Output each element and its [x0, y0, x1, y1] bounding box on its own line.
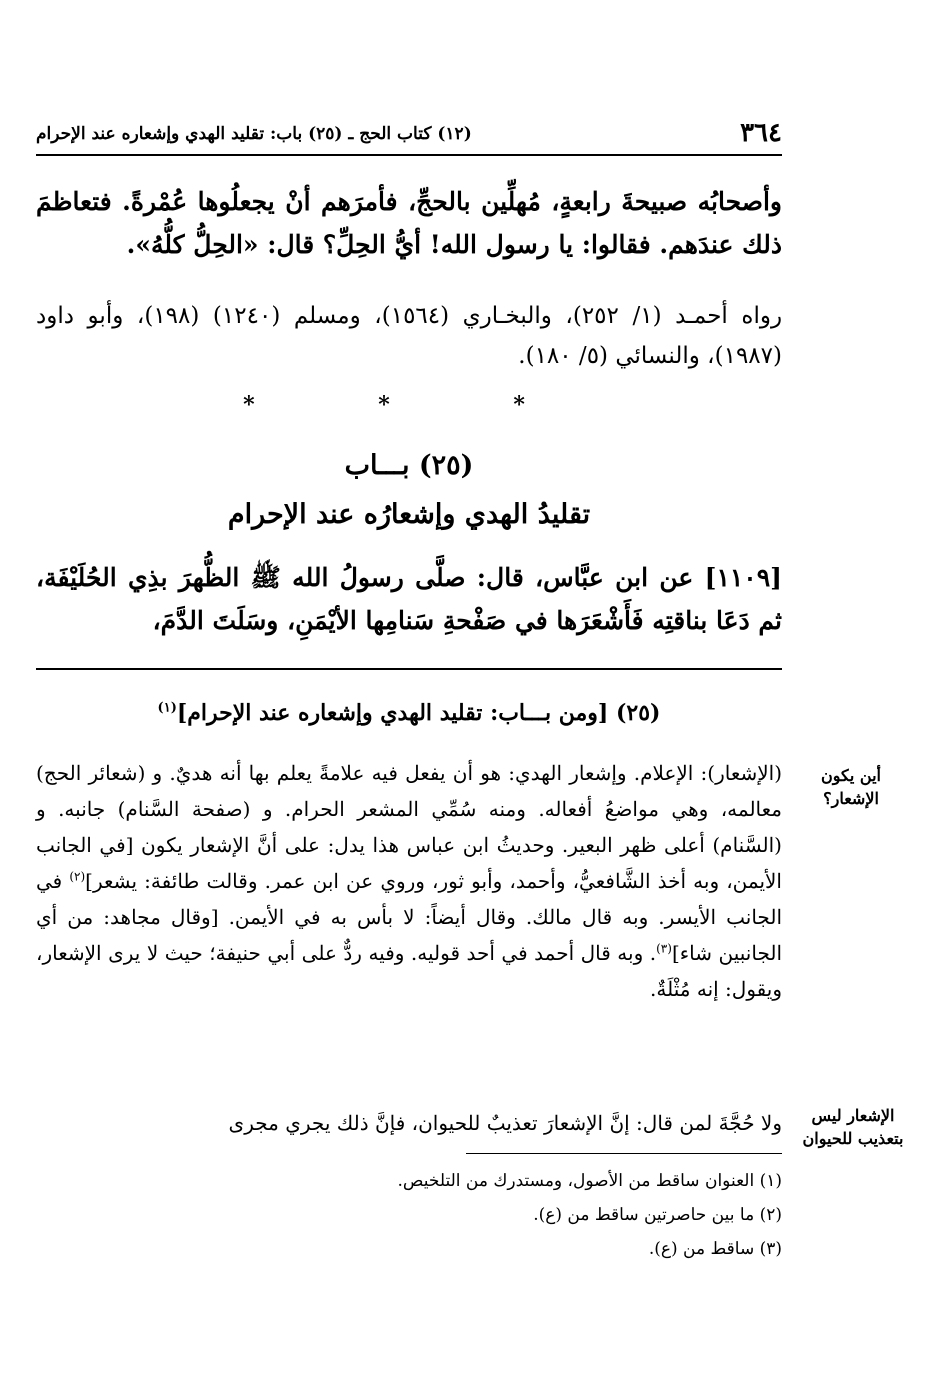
commentary-paragraph-2: ولا حُجَّةَ لمن قال: إنَّ الإشعارَ تعذيبٌ للحيوان، فإنَّ ذلك يجري مجرى	[228, 1111, 782, 1135]
section-separator: * * *	[243, 392, 583, 418]
header-rule	[36, 154, 782, 156]
commentary-text-b: في الجانب الأيسر. وبه قال مالك. وقال أيضاً: لا بأس به في الأيمن. [وقال مجاهد: من أي الجانبين شاء]	[36, 869, 783, 965]
hadith-1109: [١١٠٩] عن ابن عبَّاس، قال: صلَّى رسولُ الله ﷺ الظُّهرَ بذِي الحُلَيْفَة، ثم دَعَا بناقتِه فَأَشْعَرَها في صَفْحةِ سَنامِها الأيْمَنِ، وسَلَتَ الدَّمَ،	[36, 563, 782, 635]
footnote-1: (١) العنوان ساقط من الأصول، ومستدرك من التلخيص.	[397, 1171, 782, 1191]
commentary-title	[36, 700, 782, 726]
footnote-2: (٢) ما بين حاصرتين ساقط من (ع).	[533, 1205, 782, 1225]
footnote-ref-1: (١)	[157, 700, 177, 716]
margin-note-1: أين يكون الإشعار؟	[821, 766, 881, 809]
footnote-3: (٣) ساقط من (ع).	[648, 1239, 782, 1259]
running-title: (١٢) كتاب الحج ـ (٢٥) باب: تقليد الهدي وإشعاره عند الإحرام	[36, 124, 472, 144]
takhrij-text: رواه أحمـد (١/ ٢٥٢)، والبخـاري (١٥٦٤)، ومسلم (١٢٤٠) (١٩٨)، وأبو داود (١٩٨٧)، والنسائي (٥/ ١٨٠).	[36, 303, 783, 370]
footnote-rule	[466, 1153, 782, 1154]
page-number: ٣٦٤	[740, 118, 782, 148]
footnotes	[300, 1164, 782, 1266]
margin-note-2: الإشعار ليس بتعذيب للحيوان	[802, 1106, 904, 1149]
hadith-continuation: وأصحابُه صبيحةَ رابعةٍ، مُهلِّين بالحجِّ، فأمرَهم أنْ يجعلُوها عُمْرةً. فتعاظمَ ذلك عندَهم. فقالوا: يا رسول الله! أيُّ الحِلِّ؟ قال: «الحِلُّ كلُّهُ».	[36, 187, 782, 259]
page-header	[36, 118, 782, 152]
footnote-ref-2: (٢)	[69, 869, 86, 884]
chapter-number: (٢٥) بـــاب	[344, 450, 474, 481]
chapter-title: تقليدُ الهدي وإشعارُه عند الإحرام	[227, 499, 591, 530]
commentary-paragraph-1	[36, 755, 782, 1007]
commentary-title-text: (٢٥) [ومن بـــاب: تقليد الهدي وإشعاره عند الإحرام]	[176, 700, 661, 726]
commentary-divider	[36, 668, 782, 670]
commentary-text-c: . وبه قال أحمد في أحد قوليه. وفيه ردٌّ على أبي حنيفة؛ حيث لا يرى الإشعار، ويقول: إنه مُثْلَةٌ.	[36, 941, 782, 1001]
footnote-ref-3: (٣)	[656, 941, 672, 956]
commentary-text-a: (الإشعار): الإعلام. وإشعار الهدي: هو أن يفعل فيه علامةً يعلم بها أنه هديٌ. و (شعائر الحج) معالمه، وهي مواضعُ أفعاله. ومنه سُمِّي المشعر الحرام. و (صفحة السَّنام) جانبه. و (السَّنام) أعلى ظهر البعير. وحديثُ ابن عباس هذا يدل: على أنَّ الإشعار يكون [في الجانب الأيمن، وبه أخذ الشَّافعيُّ، وأحمد، وأبو ثور، وروي عن ابن عمر. وقالت طائفة: يشعر]	[36, 761, 782, 893]
